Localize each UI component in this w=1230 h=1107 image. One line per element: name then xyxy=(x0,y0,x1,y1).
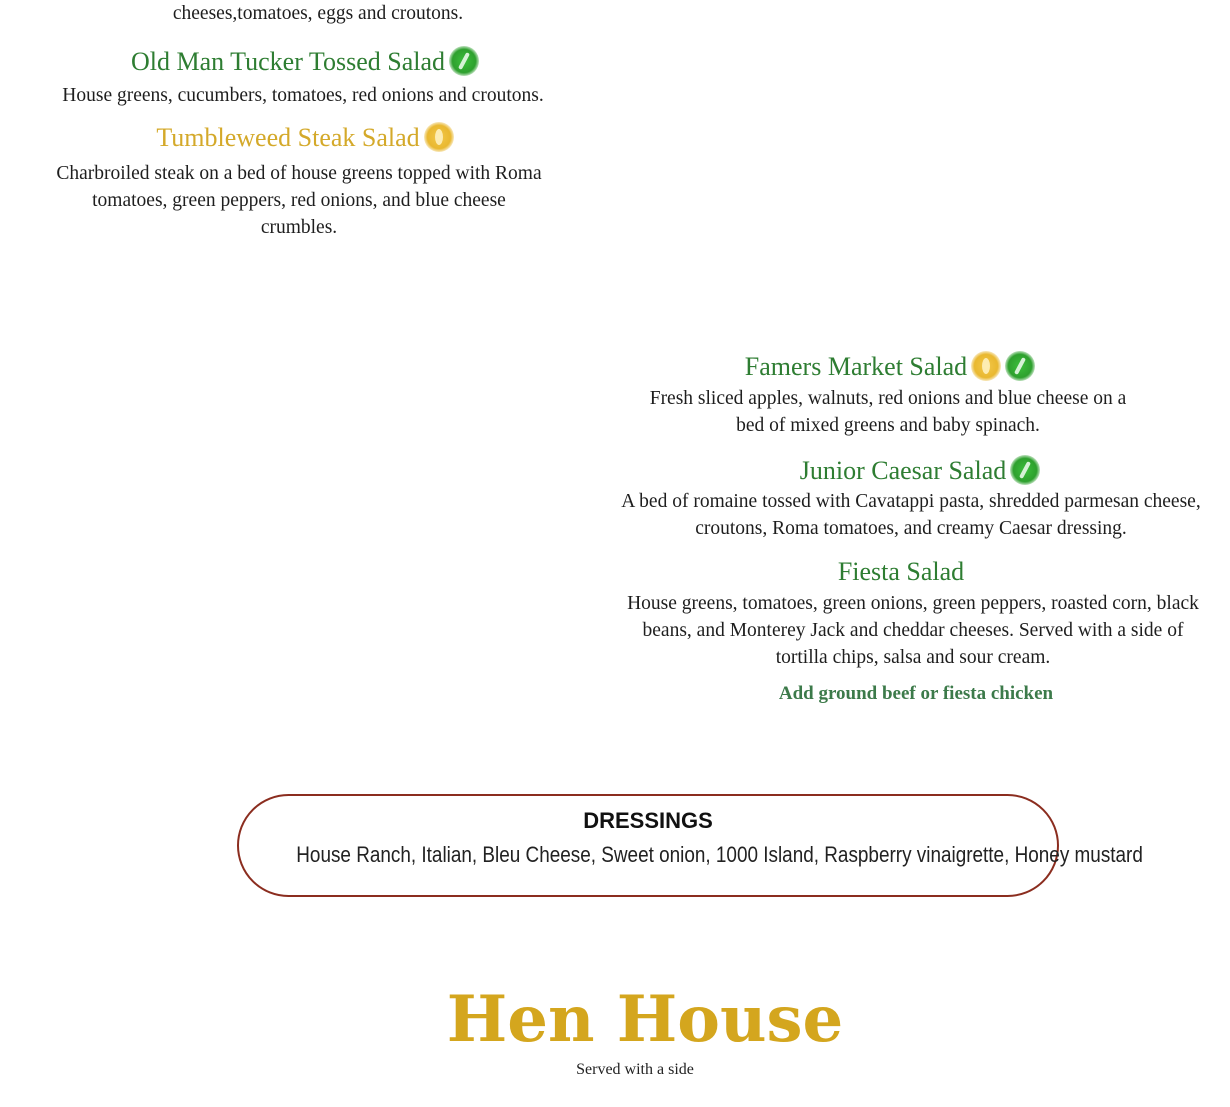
dressings-title: DRESSINGS xyxy=(583,808,713,833)
item-name: Junior Caesar Salad xyxy=(799,456,1007,485)
menu-item-title-famers-market xyxy=(640,351,1140,382)
menu-item-description-old-man-tucker: House greens, cucumbers, tomatoes, red onions and croutons. xyxy=(62,85,544,106)
item-name: Famers Market Salad xyxy=(744,352,968,381)
leaf-icon xyxy=(1005,351,1035,381)
menu-item-title-old-man-tucker xyxy=(40,46,570,77)
menu-item-title-junior-caesar xyxy=(660,455,1180,486)
menu-item-description-tumbleweed: Charbroiled steak on a bed of house greens topped with Roma tomatoes, green peppers, red onions, and blue cheese crumbles. xyxy=(56,163,542,238)
section-title-hen-house: Hen House xyxy=(446,982,844,1057)
dressings-panel xyxy=(237,794,1143,897)
menu-item-description-junior-caesar: A bed of romaine tossed with Cavatappi pasta, shredded parmesan cheese, croutons, Roma tomatoes, and creamy Caesar dressing. xyxy=(621,491,1201,539)
item-name: Tumbleweed Steak Salad xyxy=(156,123,420,152)
previous-item-description: cheeses,tomatoes, eggs and croutons. xyxy=(172,3,464,24)
menu-item-addon-fiesta: Add ground beef or fiesta chicken xyxy=(778,683,1054,704)
wheat-icon xyxy=(424,122,454,152)
menu-item-title-fiesta: Fiesta Salad xyxy=(837,557,965,586)
menu-item-title-tumbleweed xyxy=(40,122,570,153)
leaf-icon xyxy=(449,46,479,76)
leaf-icon xyxy=(1010,455,1040,485)
menu-item-description-famers-market: Fresh sliced apples, walnuts, red onions and blue cheese on a bed of mixed greens and baby spinach. xyxy=(649,388,1127,436)
menu-item-description-fiesta: House greens, tomatoes, green onions, green peppers, roasted corn, black beans, and Monterey Jack and cheddar cheeses. Served with a side of tortilla chips, salsa and sour cream. xyxy=(627,593,1199,668)
wheat-icon xyxy=(971,351,1001,381)
item-name: Old Man Tucker Tossed Salad xyxy=(130,47,446,76)
dressings-list: House Ranch, Italian, Bleu Cheese, Sweet onion, 1000 Island, Raspberry vinaigrette, Honey mustard xyxy=(296,842,1143,867)
section-subtitle: Served with a side xyxy=(576,1061,694,1078)
